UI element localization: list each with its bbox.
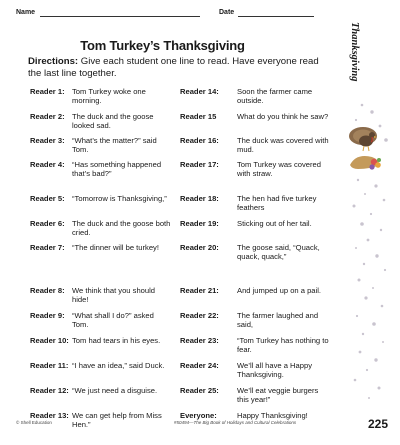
reader-text: And jumped up on a pail.: [237, 286, 322, 295]
reader-text: “Tomorrow is Thanksgiving,”: [72, 194, 167, 203]
reader-label: Reader 21:: [180, 286, 219, 295]
turkey-icon: [349, 127, 377, 151]
reader-label: Reader 9:: [30, 311, 65, 320]
table-row: [30, 336, 329, 361]
book-title: #50494—The Big Book of Holidays and Cultural Celebrations: [174, 420, 297, 425]
reader-label: Reader 19:: [180, 219, 219, 228]
reader-text: The duck and the goose both cried.: [72, 219, 171, 238]
directions-text: Give each student one line to read. Have everyone read the last line together.: [28, 56, 319, 79]
reader-text: “We just need a disguise.: [72, 386, 158, 395]
reader-text: “What shall I do?” asked Tom.: [72, 311, 154, 330]
reader-label: Reader 3:: [30, 136, 65, 145]
reader-label: Reader 16:: [180, 136, 219, 145]
directions: [28, 56, 328, 80]
reader-label: Reader 22:: [180, 311, 219, 320]
name-label: Name: [16, 9, 36, 16]
cornucopia-icon: [350, 156, 381, 170]
reader-label: Reader 13:: [30, 411, 69, 420]
reader-text: We’ll all have a Happy Thanksgiving.: [237, 361, 312, 380]
reader-label: Reader 2:: [30, 112, 65, 121]
reader-label: Reader 25:: [180, 386, 219, 395]
date-line: [238, 16, 314, 17]
reader-label: Reader 1:: [30, 87, 65, 96]
reader-text: We’ll eat veggie burgers this year!”: [237, 386, 319, 405]
reader-text: The goose said, “Quack, quack, quack,”: [237, 243, 320, 262]
reader-text: Soon the farmer came outside.: [237, 87, 313, 106]
page-number: 225: [367, 417, 388, 431]
reader-lines: [30, 87, 329, 435]
reader-text: “I have an idea,” said Duck.: [72, 361, 165, 370]
reader-text: The duck and the goose looked sad.: [72, 112, 154, 131]
table-row: [30, 87, 326, 112]
table-row: [30, 112, 329, 136]
table-row: [30, 160, 326, 194]
reader-text: We can get help from Miss Hen.”: [72, 411, 162, 430]
date-label: Date: [219, 9, 235, 16]
copyright: © Shell Education: [16, 420, 52, 425]
table-row: [30, 286, 326, 311]
reader-label: Reader 23:: [180, 336, 219, 345]
sidebar: [338, 0, 400, 445]
reader-label: Reader 12:: [30, 386, 69, 395]
reader-label: Reader 10:: [30, 336, 69, 345]
page-footer: [16, 417, 388, 433]
reader-text: The duck was covered with mud.: [237, 136, 329, 155]
reader-label: Reader 7:: [30, 243, 65, 252]
page-title: Tom Turkey’s Thanksgiving: [80, 38, 245, 53]
reader-text: Sticking out of her tail.: [237, 219, 312, 228]
name-line: [40, 16, 200, 17]
reader-label: Reader 4:: [30, 160, 65, 169]
reader-text: “What’s the matter?” said Tom.: [72, 136, 157, 155]
table-row: [30, 136, 329, 160]
table-row: [30, 219, 326, 243]
reader-label: Reader 17:: [180, 160, 219, 169]
directions-label: Directions:: [28, 56, 79, 67]
reader-text: Tom Turkey woke one morning.: [72, 87, 146, 106]
table-row: [30, 361, 326, 386]
reader-label: Reader 11:: [30, 361, 69, 370]
sidebar-title: Thanksgiving: [349, 22, 360, 82]
reader-label: Reader 14:: [180, 87, 219, 96]
reader-label: Everyone:: [180, 411, 217, 420]
table-row: [30, 311, 326, 336]
worksheet-header: [16, 9, 316, 23]
reader-text: “Tom Turkey has nothing to fear.: [237, 336, 329, 355]
reader-text: Tom Turkey was covered with straw.: [237, 160, 321, 179]
reader-text: Tom had tears in his eyes.: [72, 336, 161, 345]
reader-label: Reader 5:: [30, 194, 65, 203]
reader-text: “The dinner will be turkey!: [72, 243, 159, 252]
reader-text: “Has something happened that’s bad?”: [72, 160, 162, 179]
table-row: [30, 243, 326, 286]
reader-label: Reader 8:: [30, 286, 65, 295]
reader-label: Reader 20:: [180, 243, 219, 252]
table-row: [30, 386, 326, 411]
table-row: [30, 194, 326, 219]
reader-label: Reader 15: [180, 112, 217, 121]
reader-text: The hen had five turkey feathers: [237, 194, 317, 213]
reader-text: We think that you should hide!: [72, 286, 156, 305]
reader-text: What do you think he saw?: [237, 112, 329, 121]
reader-text: Happy Thanksgiving!: [237, 411, 308, 420]
reader-text: The farmer laughed and said,: [237, 311, 319, 330]
reader-label: Reader 24:: [180, 361, 219, 370]
confetti-dots-icon: [338, 0, 400, 445]
reader-label: Reader 18:: [180, 194, 219, 203]
reader-label: Reader 6:: [30, 219, 65, 228]
